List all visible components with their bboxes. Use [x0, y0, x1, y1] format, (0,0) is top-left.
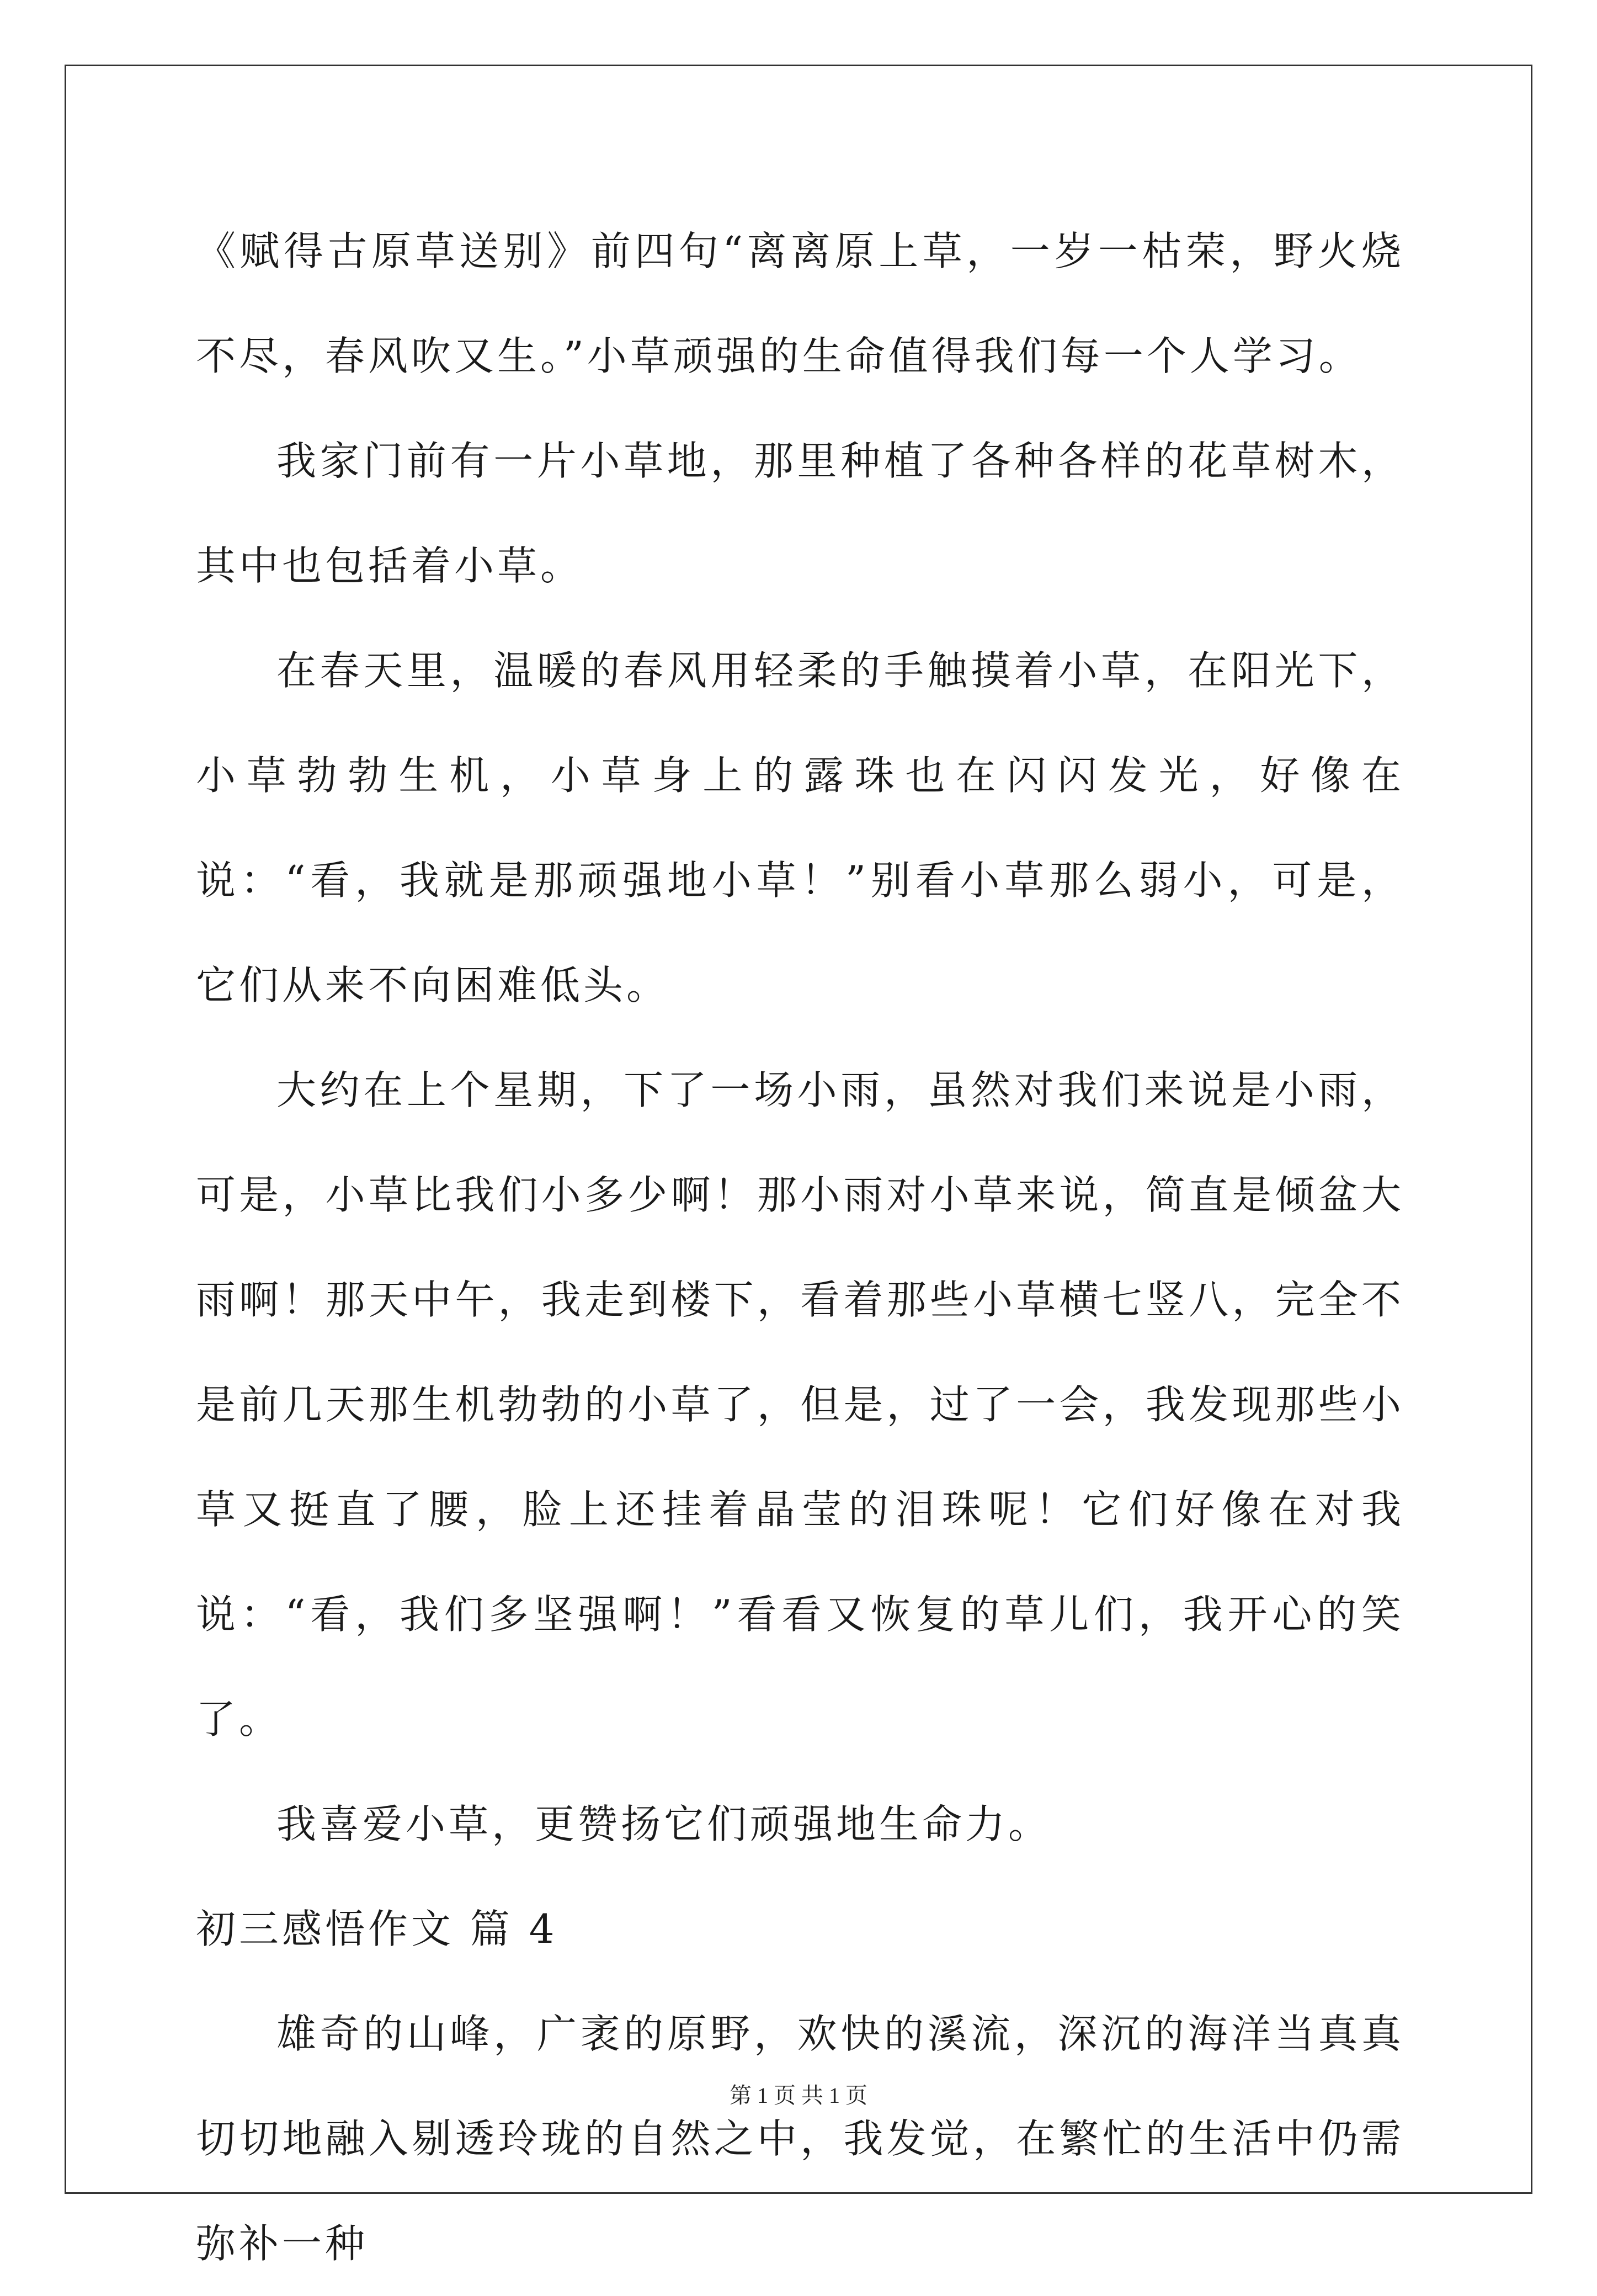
paragraph-1: 《赋得古原草送别》前四句“离离原上草，一岁一枯荣，野火烧不尽，春风吹又生。”小草顽强的生命值得我们每一个人学习。: [196, 228, 1404, 379]
document-body: [196, 199, 1404, 2296]
paragraph-3: 在春天里，温暖的春风用轻柔的手触摸着小草，在阳光下，小草勃勃生机，小草身上的露珠也在闪闪发光，好像在说：“看，我就是那顽强地小草！”别看小草那么弱小，可是，它们从来不向困难低头。: [196, 647, 1404, 1008]
paragraph-6: 雄奇的山峰，广袤的原野，欢快的溪流，深沉的海洋当真真切切地融入剔透玲珑的自然之中，我发觉，在繁忙的生活中仍需弥补一种: [196, 2011, 1404, 2267]
paragraph-4: 大约在上个星期，下了一场小雨，虽然对我们来说是小雨，可是，小草比我们小多少啊！那小雨对小草来说，简直是倾盆大雨啊！那天中午，我走到楼下，看着那些小草横七竖八，完全不是前几天那生机勃勃的小草了，但是，过了一会，我发现那些小草又挺直了腰，脸上还挂着晶莹的泪珠呢！它们好像在对我说：“看，我们多坚强啊！”看看又恢复的草儿们，我开心的笑了。: [196, 1067, 1404, 1742]
section-heading: 初三感悟作文 篇 4: [196, 1906, 558, 1952]
paragraph-5: 我喜爱小草，更赞扬它们顽强地生命力。: [276, 1801, 1052, 1847]
page-number-footer: 第 1 页 共 1 页: [730, 2083, 867, 2108]
paragraph-2: 我家门前有一片小草地，那里种植了各种各样的花草树木，其中也包括着小草。: [196, 438, 1404, 589]
